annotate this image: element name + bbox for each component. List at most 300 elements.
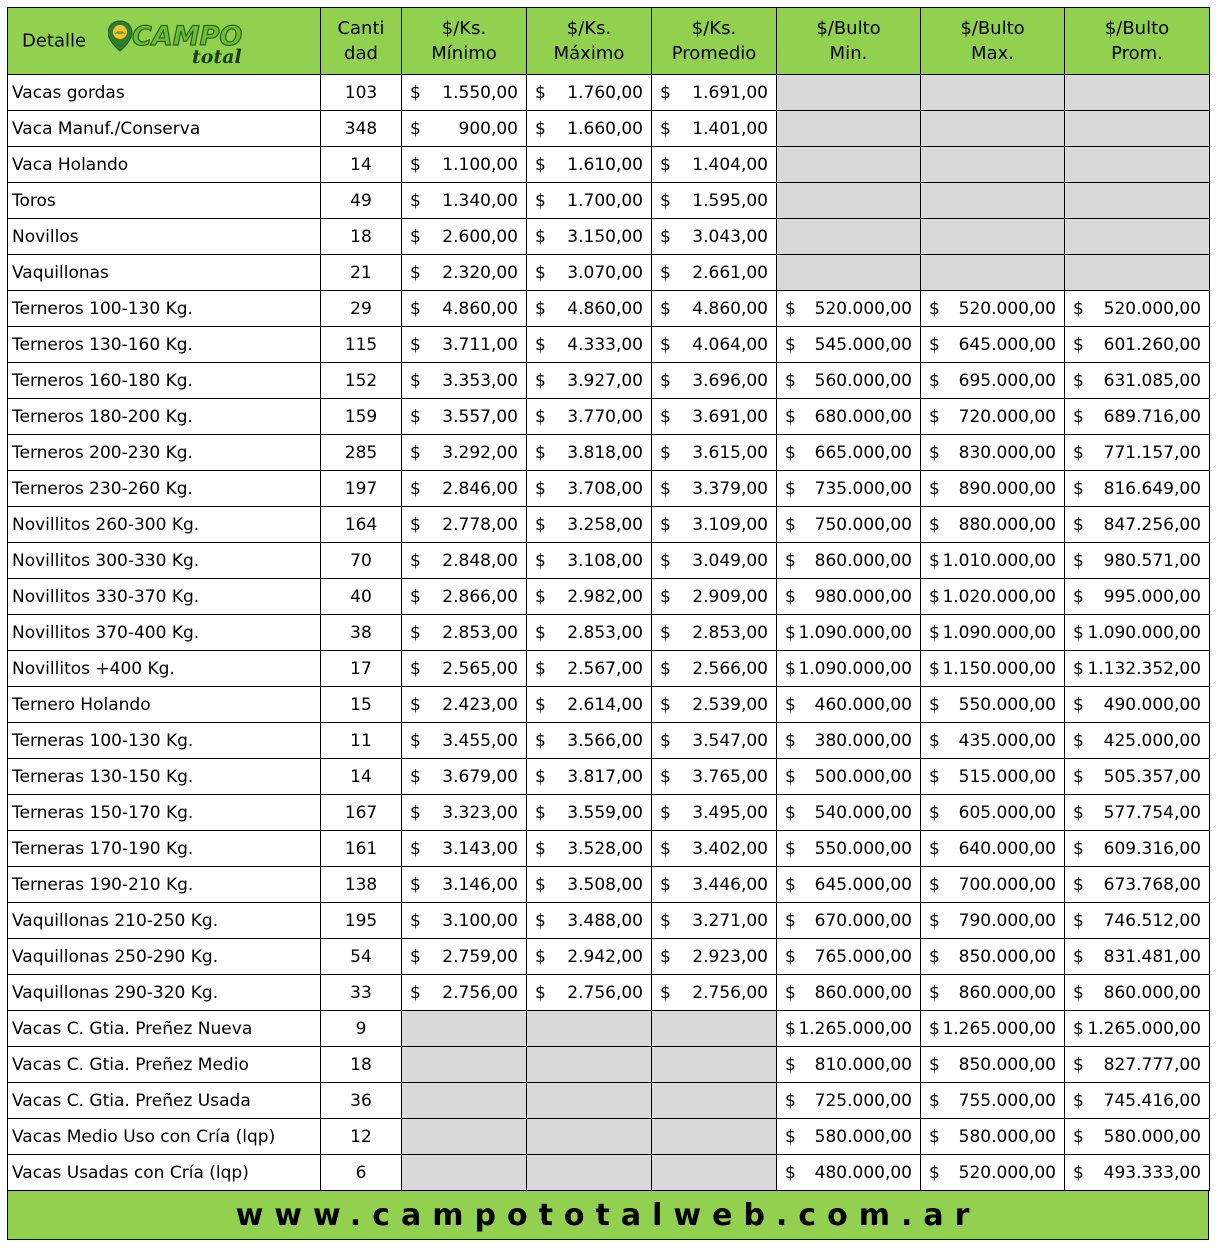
currency-symbol: $ [410, 658, 421, 679]
table-row [8, 219, 1210, 255]
cell-value: 3.770,00 [567, 406, 643, 427]
cell-value: 2.423,00 [442, 694, 518, 715]
cell-bulto-min [777, 399, 921, 435]
currency-symbol: $ [410, 766, 421, 787]
currency-symbol: $ [785, 370, 796, 391]
cell-bulto-min [777, 291, 921, 327]
cell-value: 689.716,00 [1103, 406, 1201, 427]
currency-symbol: $ [1073, 982, 1084, 1003]
cell-empty [1065, 219, 1210, 255]
cell-empty [527, 1047, 652, 1083]
cell-bulto-max [921, 471, 1065, 507]
currency-symbol: $ [1073, 406, 1084, 427]
cell-value: 2.846,00 [442, 478, 518, 499]
currency-symbol: $ [785, 1162, 796, 1183]
cell-value: 2.539,00 [692, 694, 768, 715]
logo-text-main: CAMPO [132, 21, 243, 52]
cell-value: 680.000,00 [814, 406, 912, 427]
currency-symbol: $ [535, 766, 546, 787]
cell-bulto-max [921, 399, 1065, 435]
table-row [8, 1119, 1210, 1155]
currency-symbol: $ [785, 478, 796, 499]
cell-value: 3.323,00 [442, 802, 518, 823]
currency-symbol: $ [929, 946, 940, 967]
cell-bulto-max [921, 939, 1065, 975]
cell-value: 2.853,00 [692, 622, 768, 643]
cell-bulto-prom [1065, 975, 1210, 1011]
currency-symbol: $ [929, 586, 940, 607]
cell-detalle: Vaquillonas [8, 255, 321, 291]
currency-symbol: $ [929, 298, 940, 319]
currency-symbol: $ [785, 874, 796, 895]
cell-bulto-prom [1065, 939, 1210, 975]
cell-value: 515.000,00 [958, 766, 1056, 787]
cell-bulto-prom [1065, 543, 1210, 579]
cell-bulto-prom [1065, 291, 1210, 327]
currency-symbol: $ [660, 550, 671, 571]
currency-symbol: $ [660, 406, 671, 427]
currency-symbol: $ [1073, 514, 1084, 535]
currency-symbol: $ [1073, 946, 1084, 967]
cell-value: 645.000,00 [958, 334, 1056, 355]
cell-bulto-prom [1065, 723, 1210, 759]
table-row [8, 1155, 1210, 1191]
cell-detalle: Novillitos 330-370 Kg. [8, 579, 321, 615]
cell-empty [777, 75, 921, 111]
map-pin-icon [108, 21, 132, 51]
table-row [8, 723, 1210, 759]
cell-value: 3.508,00 [567, 874, 643, 895]
cell-ks-min [402, 147, 527, 183]
cell-ks-max [527, 183, 652, 219]
cell-value: 2.759,00 [442, 946, 518, 967]
currency-symbol: $ [535, 406, 546, 427]
table-row [8, 831, 1210, 867]
currency-symbol: $ [1073, 838, 1084, 859]
table-row [8, 327, 1210, 363]
cell-ks-prom [652, 975, 777, 1011]
cell-value: 1.340,00 [442, 190, 518, 211]
currency-symbol: $ [535, 478, 546, 499]
cell-bulto-min [777, 435, 921, 471]
cell-empty [652, 1047, 777, 1083]
table-row [8, 939, 1210, 975]
cell-value: 500.000,00 [814, 766, 912, 787]
cell-cantidad: 285 [321, 435, 402, 471]
currency-symbol: $ [785, 1018, 796, 1039]
cell-empty [1065, 255, 1210, 291]
cell-cantidad: 197 [321, 471, 402, 507]
cell-bulto-min [777, 831, 921, 867]
cell-empty [652, 1155, 777, 1191]
currency-symbol: $ [1073, 874, 1084, 895]
currency-symbol: $ [1073, 910, 1084, 931]
currency-symbol: $ [660, 730, 671, 751]
cell-empty [777, 219, 921, 255]
currency-symbol: $ [410, 730, 421, 751]
cell-cantidad: 49 [321, 183, 402, 219]
cell-bulto-max [921, 615, 1065, 651]
currency-symbol: $ [660, 946, 671, 967]
price-table-container [7, 7, 1209, 1240]
cell-value: 1.090.000,00 [798, 658, 912, 679]
currency-symbol: $ [410, 370, 421, 391]
currency-symbol: $ [410, 910, 421, 931]
header-bulto-max: $/Bulto Max. [921, 8, 1065, 75]
cell-value: 2.923,00 [692, 946, 768, 967]
currency-symbol: $ [410, 154, 421, 175]
cell-detalle: Novillitos +400 Kg. [8, 651, 321, 687]
cell-cantidad: 54 [321, 939, 402, 975]
currency-symbol: $ [535, 946, 546, 967]
cell-value: 550.000,00 [958, 694, 1056, 715]
table-row [8, 507, 1210, 543]
cell-ks-prom [652, 183, 777, 219]
cell-value: 1.610,00 [567, 154, 643, 175]
cell-value: 735.000,00 [814, 478, 912, 499]
cell-value: 3.258,00 [567, 514, 643, 535]
cell-bulto-max [921, 543, 1065, 579]
cell-detalle: Ternero Holando [8, 687, 321, 723]
cell-value: 490.000,00 [1103, 694, 1201, 715]
cell-ks-min [402, 75, 527, 111]
cell-empty [921, 219, 1065, 255]
cell-bulto-min [777, 615, 921, 651]
cell-ks-min [402, 363, 527, 399]
cell-detalle: Terneras 100-130 Kg. [8, 723, 321, 759]
cell-value: 3.108,00 [567, 550, 643, 571]
currency-symbol: $ [535, 802, 546, 823]
cell-ks-max [527, 363, 652, 399]
table-body [8, 75, 1210, 1191]
cell-cantidad: 40 [321, 579, 402, 615]
cell-ks-max [527, 939, 652, 975]
cell-bulto-prom [1065, 867, 1210, 903]
cell-value: 850.000,00 [958, 1054, 1056, 1075]
cell-bulto-prom [1065, 327, 1210, 363]
cell-ks-prom [652, 795, 777, 831]
currency-symbol: $ [929, 658, 940, 679]
cell-empty [527, 1083, 652, 1119]
cell-value: 3.379,00 [692, 478, 768, 499]
currency-symbol: $ [785, 550, 796, 571]
currency-symbol: $ [660, 838, 671, 859]
cell-ks-prom [652, 399, 777, 435]
table-row [8, 255, 1210, 291]
cell-ks-min [402, 615, 527, 651]
currency-symbol: $ [535, 370, 546, 391]
cell-value: 3.070,00 [567, 262, 643, 283]
cell-value: 725.000,00 [814, 1090, 912, 1111]
cell-ks-prom [652, 687, 777, 723]
currency-symbol: $ [660, 874, 671, 895]
cell-ks-min [402, 399, 527, 435]
cell-ks-min [402, 831, 527, 867]
table-row [8, 579, 1210, 615]
cell-value: 2.565,00 [442, 658, 518, 679]
cell-empty [527, 1155, 652, 1191]
cell-value: 4.333,00 [567, 334, 643, 355]
table-row [8, 759, 1210, 795]
cell-bulto-max [921, 903, 1065, 939]
cell-value: 1.660,00 [567, 118, 643, 139]
cell-empty [652, 1011, 777, 1047]
cell-cantidad: 12 [321, 1119, 402, 1155]
currency-symbol: $ [535, 586, 546, 607]
table-row [8, 1083, 1210, 1119]
currency-symbol: $ [785, 1054, 796, 1075]
currency-symbol: $ [1073, 694, 1084, 715]
cell-bulto-max [921, 1155, 1065, 1191]
cell-value: 2.614,00 [567, 694, 643, 715]
cell-ks-min [402, 579, 527, 615]
currency-symbol: $ [660, 370, 671, 391]
cell-value: 746.512,00 [1103, 910, 1201, 931]
currency-symbol: $ [660, 694, 671, 715]
cell-value: 695.000,00 [958, 370, 1056, 391]
cell-value: 745.416,00 [1103, 1090, 1201, 1111]
currency-symbol: $ [410, 82, 421, 103]
cell-value: 2.567,00 [567, 658, 643, 679]
cell-ks-max [527, 327, 652, 363]
cell-ks-max [527, 291, 652, 327]
cell-detalle: Novillitos 260-300 Kg. [8, 507, 321, 543]
cell-detalle: Vacas Medio Uso con Cría (lqp) [8, 1119, 321, 1155]
table-row [8, 75, 1210, 111]
cell-value: 2.756,00 [442, 982, 518, 1003]
cell-value: 560.000,00 [814, 370, 912, 391]
cell-detalle: Terneros 230-260 Kg. [8, 471, 321, 507]
cell-value: 3.615,00 [692, 442, 768, 463]
cell-value: 3.528,00 [567, 838, 643, 859]
cell-empty [1065, 75, 1210, 111]
cell-value: 3.679,00 [442, 766, 518, 787]
cell-value: 831.481,00 [1103, 946, 1201, 967]
cell-ks-min [402, 651, 527, 687]
cell-bulto-min [777, 903, 921, 939]
cell-bulto-min [777, 723, 921, 759]
cell-value: 520.000,00 [814, 298, 912, 319]
cell-empty [777, 111, 921, 147]
cell-bulto-max [921, 795, 1065, 831]
cell-value: 860.000,00 [814, 550, 912, 571]
currency-symbol: $ [785, 622, 796, 643]
table-row [8, 1011, 1210, 1047]
cell-value: 3.708,00 [567, 478, 643, 499]
currency-symbol: $ [410, 838, 421, 859]
cell-cantidad: 70 [321, 543, 402, 579]
cell-empty [652, 1119, 777, 1155]
currency-symbol: $ [785, 1090, 796, 1111]
header-bulto-prom: $/Bulto Prom. [1065, 8, 1210, 75]
currency-symbol: $ [535, 838, 546, 859]
cell-value: 3.488,00 [567, 910, 643, 931]
currency-symbol: $ [660, 622, 671, 643]
cell-value: 2.853,00 [442, 622, 518, 643]
cell-value: 810.000,00 [814, 1054, 912, 1075]
cell-ks-max [527, 147, 652, 183]
table-row [8, 867, 1210, 903]
cell-value: 750.000,00 [814, 514, 912, 535]
table-row [8, 147, 1210, 183]
cell-cantidad: 195 [321, 903, 402, 939]
cell-value: 860.000,00 [1103, 982, 1201, 1003]
cell-bulto-prom [1065, 507, 1210, 543]
currency-symbol: $ [410, 334, 421, 355]
cell-value: 980.571,00 [1103, 550, 1201, 571]
currency-symbol: $ [410, 586, 421, 607]
cell-bulto-prom [1065, 795, 1210, 831]
currency-symbol: $ [929, 622, 940, 643]
cell-bulto-max [921, 1083, 1065, 1119]
cell-value: 3.143,00 [442, 838, 518, 859]
cell-ks-min [402, 687, 527, 723]
cell-value: 2.566,00 [692, 658, 768, 679]
currency-symbol: $ [410, 550, 421, 571]
cell-value: 1.550,00 [442, 82, 518, 103]
cell-bulto-min [777, 939, 921, 975]
currency-symbol: $ [929, 766, 940, 787]
cell-ks-prom [652, 903, 777, 939]
header-detalle-label: Detalle [22, 30, 87, 52]
cell-ks-max [527, 543, 652, 579]
table-row [8, 291, 1210, 327]
currency-symbol: $ [785, 802, 796, 823]
currency-symbol: $ [929, 406, 940, 427]
cell-ks-max [527, 111, 652, 147]
cell-value: 601.260,00 [1103, 334, 1201, 355]
cell-ks-min [402, 867, 527, 903]
cell-value: 1.010.000,00 [942, 550, 1056, 571]
currency-symbol: $ [410, 802, 421, 823]
cell-value: 1.090.000,00 [1087, 622, 1201, 643]
cell-value: 550.000,00 [814, 838, 912, 859]
cell-value: 3.150,00 [567, 226, 643, 247]
cell-value: 3.271,00 [692, 910, 768, 931]
cell-detalle: Terneras 130-150 Kg. [8, 759, 321, 795]
currency-symbol: $ [929, 334, 940, 355]
cell-empty [527, 1119, 652, 1155]
cell-value: 3.547,00 [692, 730, 768, 751]
currency-symbol: $ [535, 910, 546, 931]
cell-bulto-min [777, 975, 921, 1011]
cell-ks-min [402, 507, 527, 543]
currency-symbol: $ [1073, 586, 1084, 607]
currency-symbol: $ [535, 226, 546, 247]
cell-value: 755.000,00 [958, 1090, 1056, 1111]
cell-bulto-max [921, 507, 1065, 543]
cell-value: 1.691,00 [692, 82, 768, 103]
cell-value: 2.853,00 [567, 622, 643, 643]
cell-value: 3.711,00 [442, 334, 518, 355]
cell-value: 1.404,00 [692, 154, 768, 175]
cell-value: 1.595,00 [692, 190, 768, 211]
currency-symbol: $ [1073, 478, 1084, 499]
cell-ks-min [402, 903, 527, 939]
currency-symbol: $ [1073, 622, 1084, 643]
cell-ks-min [402, 975, 527, 1011]
cell-ks-prom [652, 651, 777, 687]
cell-value: 520.000,00 [958, 1162, 1056, 1183]
currency-symbol: $ [929, 370, 940, 391]
cell-value: 3.557,00 [442, 406, 518, 427]
cell-bulto-min [777, 543, 921, 579]
cell-value: 3.566,00 [567, 730, 643, 751]
currency-symbol: $ [929, 1018, 940, 1039]
cell-cantidad: 36 [321, 1083, 402, 1119]
cell-cantidad: 14 [321, 759, 402, 795]
cell-cantidad: 152 [321, 363, 402, 399]
header-detalle [8, 8, 321, 75]
cell-value: 3.446,00 [692, 874, 768, 895]
currency-symbol: $ [660, 190, 671, 211]
cell-value: 3.559,00 [567, 802, 643, 823]
cell-ks-max [527, 687, 652, 723]
cell-detalle: Novillitos 300-330 Kg. [8, 543, 321, 579]
currency-symbol: $ [660, 910, 671, 931]
cell-ks-prom [652, 363, 777, 399]
cell-ks-prom [652, 831, 777, 867]
cell-ks-prom [652, 75, 777, 111]
currency-symbol: $ [929, 514, 940, 535]
cell-cantidad: 18 [321, 1047, 402, 1083]
currency-symbol: $ [410, 118, 421, 139]
cell-value: 1.700,00 [567, 190, 643, 211]
cell-ks-prom [652, 939, 777, 975]
cell-bulto-prom [1065, 1119, 1210, 1155]
cell-value: 765.000,00 [814, 946, 912, 967]
currency-symbol: $ [785, 298, 796, 319]
cell-value: 860.000,00 [814, 982, 912, 1003]
currency-symbol: $ [929, 910, 940, 931]
cell-cantidad: 6 [321, 1155, 402, 1191]
cell-bulto-prom [1065, 759, 1210, 795]
currency-symbol: $ [785, 730, 796, 751]
cell-value: 4.064,00 [692, 334, 768, 355]
cell-empty [921, 111, 1065, 147]
table-row [8, 399, 1210, 435]
cell-bulto-max [921, 579, 1065, 615]
cell-detalle: Terneras 170-190 Kg. [8, 831, 321, 867]
cell-value: 790.000,00 [958, 910, 1056, 931]
currency-symbol: $ [785, 838, 796, 859]
currency-symbol: $ [1073, 442, 1084, 463]
currency-symbol: $ [785, 694, 796, 715]
cell-empty [402, 1155, 527, 1191]
currency-symbol: $ [1073, 1162, 1084, 1183]
footer-banner [7, 1191, 1209, 1240]
cell-cantidad: 115 [321, 327, 402, 363]
currency-symbol: $ [660, 442, 671, 463]
cell-detalle: Terneros 130-160 Kg. [8, 327, 321, 363]
cell-value: 380.000,00 [814, 730, 912, 751]
cell-bulto-prom [1065, 363, 1210, 399]
cell-value: 1.265.000,00 [1087, 1018, 1201, 1039]
cell-bulto-min [777, 1011, 921, 1047]
cell-value: 1.090.000,00 [942, 622, 1056, 643]
currency-symbol: $ [785, 442, 796, 463]
cell-value: 3.402,00 [692, 838, 768, 859]
cell-value: 2.756,00 [692, 982, 768, 1003]
currency-symbol: $ [410, 226, 421, 247]
cell-empty [652, 1083, 777, 1119]
cell-detalle: Vacas C. Gtia. Preñez Nueva [8, 1011, 321, 1047]
cell-ks-min [402, 219, 527, 255]
cell-bulto-max [921, 363, 1065, 399]
cell-value: 1.265.000,00 [942, 1018, 1056, 1039]
currency-symbol: $ [785, 406, 796, 427]
cell-cantidad: 164 [321, 507, 402, 543]
